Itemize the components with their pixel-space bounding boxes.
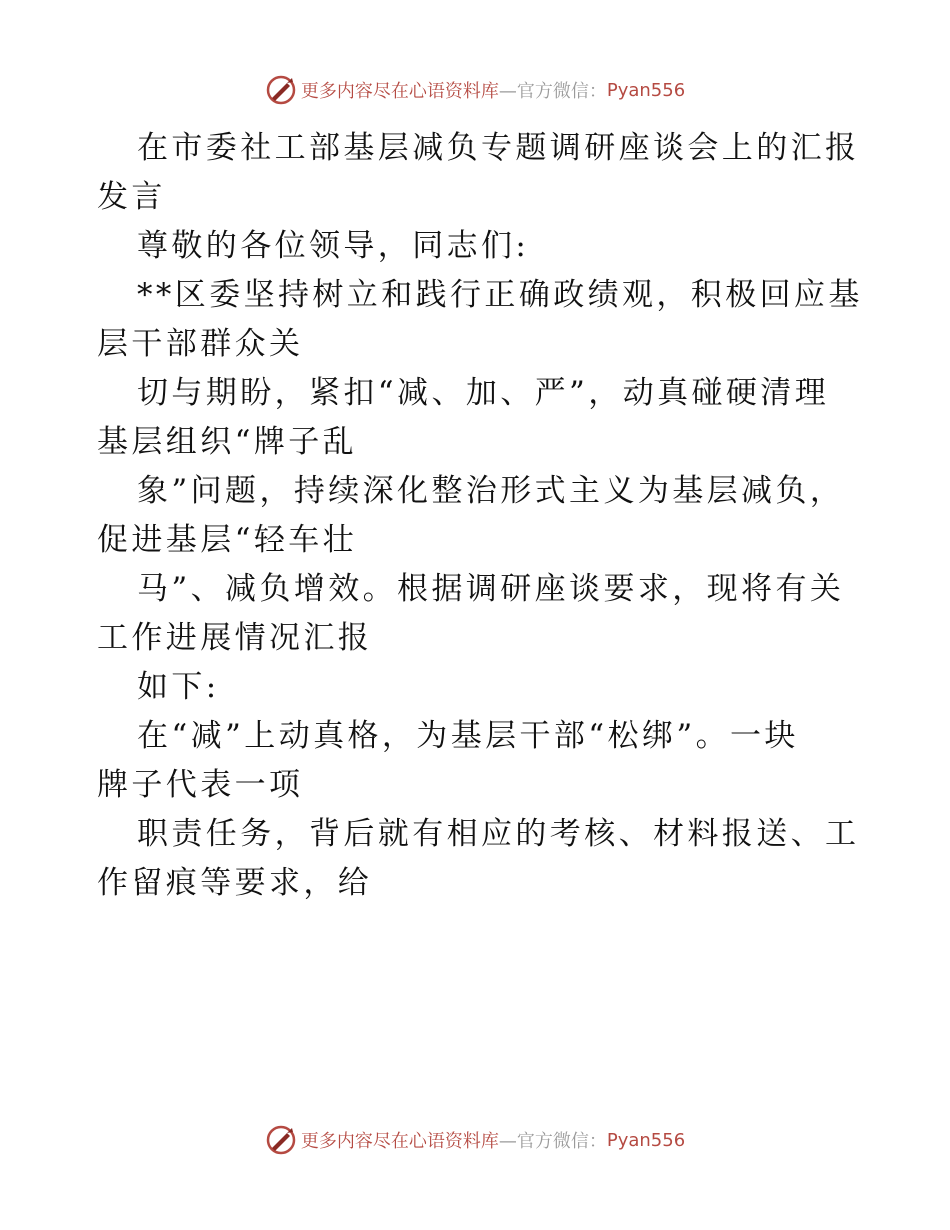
pen-logo-icon (265, 74, 297, 106)
paragraph-line: 牌子代表一项 (97, 767, 304, 803)
paragraph-line: 作留痕等要求，给 (97, 865, 373, 901)
official-wechat-label: —官方微信： (498, 81, 607, 102)
paragraph-line: 如下: (137, 669, 220, 705)
official-wechat-label: —官方微信： (498, 1131, 607, 1152)
paragraph-line: 基层组织“牌子乱 (97, 424, 358, 460)
paragraph-line: 马”、减负增效。根据调研座谈要求，现将有关 (137, 571, 845, 607)
title-line-1: 在市委社工部基层减负专题调研座谈会上的汇报 (137, 130, 860, 166)
promo-text: 更多内容尽在心语资料库 (300, 81, 499, 102)
paragraph-line: 切与期盼，紧扣“减、加、严”，动真碰硬清理 (137, 375, 830, 411)
paragraph-line: **区委坚持树立和践行正确政绩观，积极回应基 (137, 277, 863, 313)
title-line-2: 发言 (97, 179, 166, 215)
document-body (97, 124, 863, 908)
paragraph-line: 促进基层“轻车壮 (97, 522, 358, 558)
pen-logo-icon (265, 1124, 297, 1156)
paragraph-line: 象”问题，持续深化整治形式主义为基层减负， (137, 473, 845, 509)
paragraph-line: 在“减”上动真格，为基层干部“松绑”。一块 (137, 718, 799, 754)
paragraph-line: 工作进展情况汇报 (97, 620, 373, 656)
wechat-id: Pyan556 (606, 79, 686, 101)
wechat-id: Pyan556 (606, 1129, 686, 1151)
promo-text: 更多内容尽在心语资料库 (300, 1131, 499, 1152)
paragraph-line: 职责任务，背后就有相应的考核、材料报送、工 (137, 816, 860, 852)
footer-banner (0, 1120, 950, 1160)
salutation-line: 尊敬的各位领导，同志们: (137, 228, 530, 264)
paragraph-line: 层干部群众关 (97, 326, 304, 362)
header-banner (0, 70, 950, 110)
